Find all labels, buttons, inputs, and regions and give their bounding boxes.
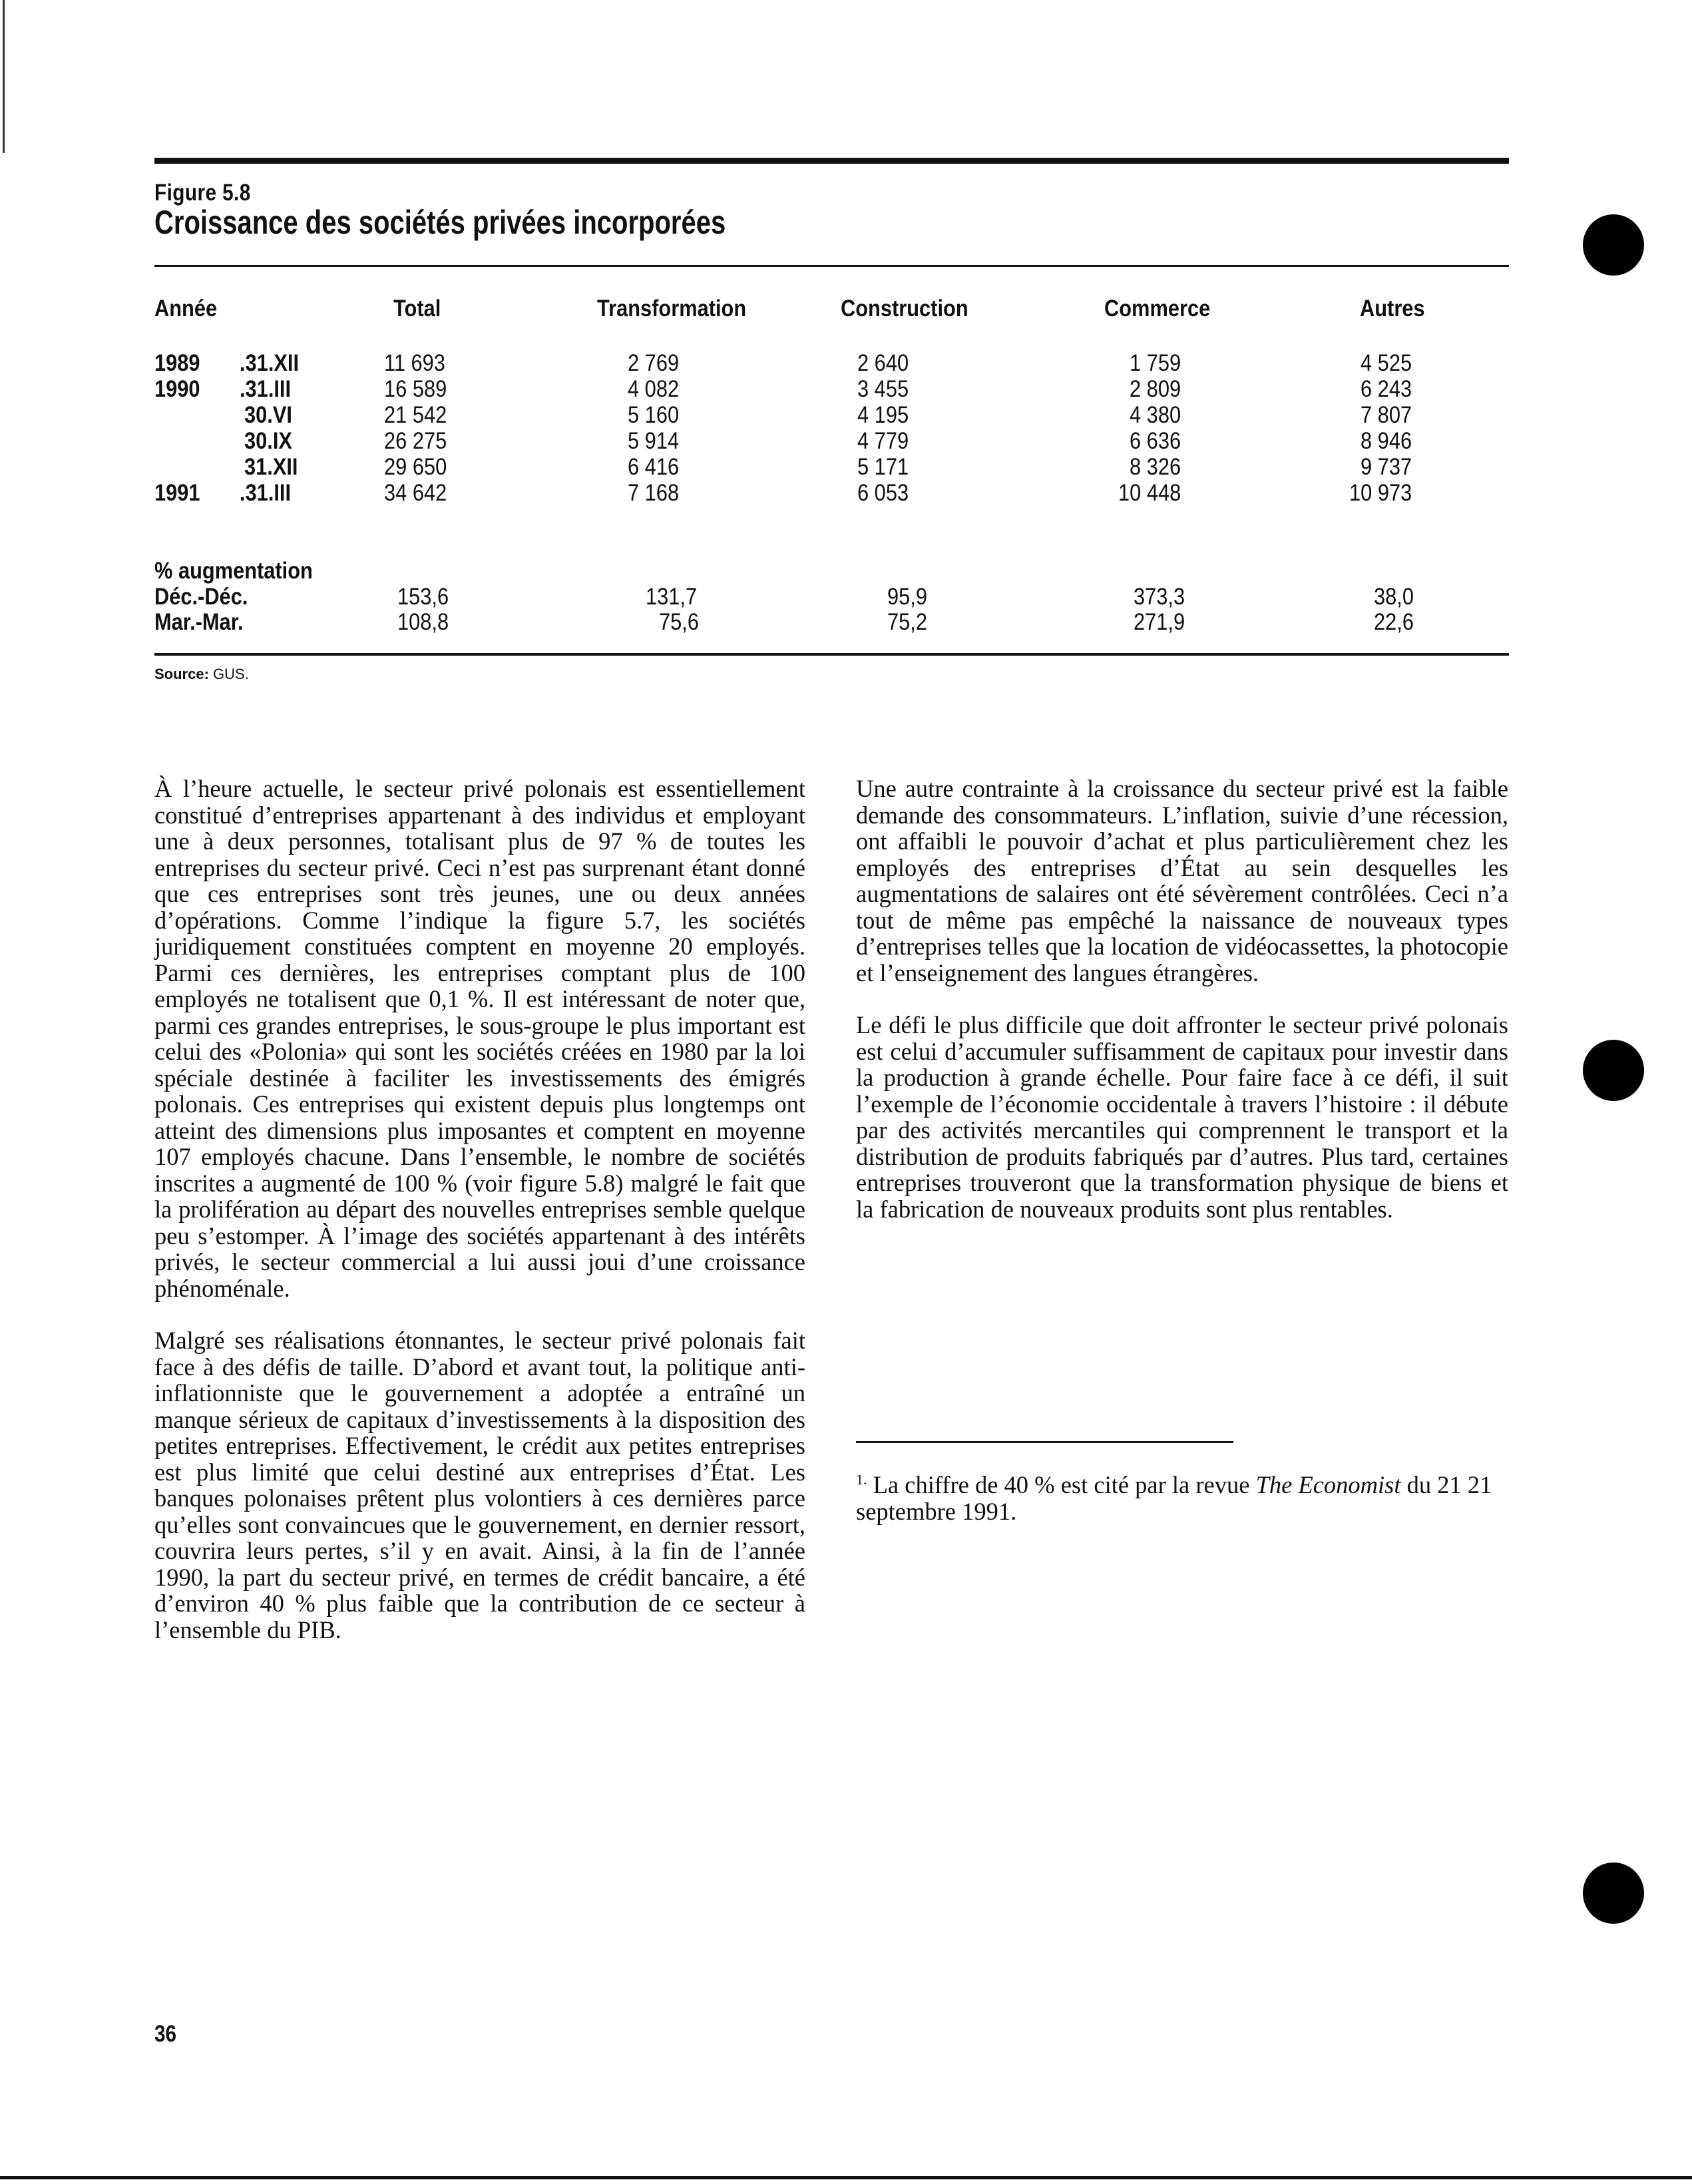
page-bottom-rule xyxy=(0,2176,1692,2179)
paragraph-4: Le défi le plus difficile que doit affronter le secteur privé polonais est celui d’accumuler suffisamment de capitaux pour investir dans la production à grande échelle. Pour faire face à ce défi, il suit l’exemple de l’économie occidentale à travers l’histoire : il débute par des activités mercantiles qui comprennent le transport et la distribution de produits fabriqués par d’autres. Plus tard, certaines entreprises trouveront que la transformation physique de biens et la fabrication de nouveaux produits sont plus rentables. xyxy=(856,1011,1508,1223)
row-1-year: 1989 xyxy=(154,350,200,376)
row-2-commerce: 2 809 xyxy=(1130,376,1181,402)
binder-hole-middle xyxy=(1583,1040,1644,1101)
figure-top-rule xyxy=(154,158,1509,164)
table-header-rule xyxy=(154,265,1509,267)
header-commerce: Commerce xyxy=(1104,296,1211,322)
header-autres: Autres xyxy=(1360,296,1425,322)
row-6-construction: 6 053 xyxy=(857,480,909,506)
table-bottom-rule xyxy=(154,653,1509,656)
row-5-date: 31.XII xyxy=(244,454,298,480)
row-5-autres: 9 737 xyxy=(1361,454,1412,480)
footnote-source: The Economist xyxy=(1255,1471,1401,1499)
growth-row-1-label: Déc.-Déc. xyxy=(154,584,248,610)
row-1-date: .31.XII xyxy=(240,350,300,376)
left-column xyxy=(154,775,805,1669)
figure-label: Figure 5.8 xyxy=(154,180,251,206)
row-3-construction: 4 195 xyxy=(857,402,909,428)
growth-row-2-autres: 22,6 xyxy=(1374,609,1414,635)
footnote-text: La chiffre de 40 % est cité par la revue xyxy=(873,1471,1250,1499)
row-3-autres: 7 807 xyxy=(1361,402,1412,428)
growth-row-1-commerce: 373,3 xyxy=(1134,584,1185,610)
footnote xyxy=(856,1466,1508,1525)
right-column xyxy=(856,775,1508,1248)
scan-edge-line xyxy=(3,0,5,153)
growth-row-1-transformation: 131,7 xyxy=(646,584,698,610)
row-2-autres: 6 243 xyxy=(1361,376,1412,402)
row-6-transformation: 7 168 xyxy=(628,480,680,506)
figure-title: Croissance des sociétés privées incorporées xyxy=(154,204,726,241)
row-5-transformation: 6 416 xyxy=(628,454,680,480)
header-annee: Année xyxy=(154,296,218,322)
row-6-commerce: 10 448 xyxy=(1118,480,1181,506)
footnote-marker: 1. xyxy=(856,1471,867,1488)
row-6-total: 34 642 xyxy=(384,480,447,506)
row-5-commerce: 8 326 xyxy=(1130,454,1181,480)
table-source xyxy=(154,666,249,683)
growth-row-1-autres: 38,0 xyxy=(1374,584,1414,610)
row-4-transformation: 5 914 xyxy=(628,428,680,454)
row-3-commerce: 4 380 xyxy=(1130,402,1181,428)
growth-row-2-label: Mar.-Mar. xyxy=(154,609,244,635)
row-1-construction: 2 640 xyxy=(857,350,909,376)
header-transformation: Transformation xyxy=(597,296,747,322)
row-4-construction: 4 779 xyxy=(857,428,909,454)
row-4-autres: 8 946 xyxy=(1361,428,1412,454)
row-6-autres: 10 973 xyxy=(1349,480,1412,506)
row-6-year: 1991 xyxy=(154,480,200,506)
row-6-date: .31.III xyxy=(240,480,292,506)
row-1-commerce: 1 759 xyxy=(1130,350,1181,376)
row-1-transformation: 2 769 xyxy=(628,350,680,376)
growth-label: % augmentation xyxy=(154,558,313,584)
growth-row-1-construction: 95,9 xyxy=(887,584,927,610)
footnote-text-2: du 21 21 septembre 1991. xyxy=(856,1471,1492,1526)
row-2-construction: 3 455 xyxy=(857,376,909,402)
row-2-date: .31.III xyxy=(240,376,292,402)
footnote-rule xyxy=(856,1441,1233,1443)
row-4-commerce: 6 636 xyxy=(1130,428,1181,454)
header-construction: Construction xyxy=(841,296,968,322)
row-1-total: 11 693 xyxy=(384,350,445,376)
growth-row-2-construction: 75,2 xyxy=(887,609,927,635)
growth-row-2-transformation: 75,6 xyxy=(659,609,699,635)
row-3-total: 21 542 xyxy=(384,402,447,428)
growth-row-2-commerce: 271,9 xyxy=(1134,609,1185,635)
growth-row-1-total: 153,6 xyxy=(397,584,449,610)
binder-hole-bottom xyxy=(1583,1862,1644,1924)
row-2-transformation: 4 082 xyxy=(628,376,680,402)
paragraph-3: Une autre contrainte à la croissance du secteur privé est la faible demande des consommateurs. L’inflation, suivie d’une récession, ont affaibli le pouvoir d’achat et plus particulièrement chez les employés des entreprises d’État au sein desquelles les augmentations de salaires ont été sévèrement contrôlées. Ceci n’a tout de même pas empêché la naissance de nouveaux types d’entreprises telles que la location de vidéocassettes, la photocopie et l’enseignement des langues étrangères. xyxy=(856,775,1508,986)
row-5-total: 29 650 xyxy=(384,454,447,480)
row-3-transformation: 5 160 xyxy=(628,402,680,428)
row-1-autres: 4 525 xyxy=(1361,350,1412,376)
paragraph-1: À l’heure actuelle, le secteur privé polonais est essentiellement constitué d’entreprises appartenant à des individus et employant une à deux personnes, totalisant plus de 97 % de toutes les entreprises du secteur privé. Ceci n’est pas surprenant étant donné que ces entreprises sont très jeunes, une ou deux années d’opérations. Comme l’indique la figure 5.7, les sociétés juridiquement constituées comptent en moyenne 20 employés. Parmi ces dernières, les entreprises comptant plus de 100 employés ne totalisent que 0,1 %. Il est intéressant de noter que, parmi ces grandes entreprises, le sous-groupe le plus important est celui des «Polonia» qui sont les sociétés créées en 1980 par la loi spéciale destinée à faciliter les investissements des émigrés polonais. Ces entreprises qui existent depuis plus longtemps ont atteint des dimensions plus imposantes et comptent en moyenne 107 employés chacune. Dans l’ensemble, le nombre de sociétés inscrites a augmenté de 100 % (voir figure 5.8) malgré le fait que la prolifération au départ des nouvelles entreprises semble quelque peu s’estomper. À l’image des sociétés appartenant à des intérêts privés, le secteur commercial a lui aussi joui d’une croissance phénoménale. xyxy=(154,775,805,1302)
source-label: Source: xyxy=(154,666,209,682)
row-2-total: 16 589 xyxy=(384,376,447,402)
row-4-total: 26 275 xyxy=(384,428,447,454)
row-3-date: 30.VI xyxy=(244,402,292,428)
page-number: 36 xyxy=(154,2021,177,2047)
growth-row-2-total: 108,8 xyxy=(397,609,449,635)
paragraph-2: Malgré ses réalisations étonnantes, le secteur privé polonais fait face à des défis de taille. D’abord et avant tout, la politique anti-inflationniste que le gouvernement a adoptée a entraîné un manque sérieux de capitaux d’investissements à la disposition des petites entreprises. Effectivement, le crédit aux petites entreprises est plus limité que celui destiné aux entreprises d’État. Les banques polonaises prêtent plus volontiers à ces dernières parce qu’elles sont convaincues que le gouvernement, en dernier ressort, couvrira leurs pertes, s’il y en avait. Ainsi, à la fin de l’année 1990, la part du secteur privé, en termes de crédit bancaire, a été d’environ 40 % plus faible que la contribution de ce secteur à l’ensemble du PIB. xyxy=(154,1327,805,1643)
row-5-construction: 5 171 xyxy=(857,454,909,480)
binder-hole-top xyxy=(1583,214,1644,276)
row-2-year: 1990 xyxy=(154,376,200,402)
header-total: Total xyxy=(393,296,441,322)
row-4-date: 30.IX xyxy=(244,428,292,454)
source-value: GUS. xyxy=(213,666,249,682)
